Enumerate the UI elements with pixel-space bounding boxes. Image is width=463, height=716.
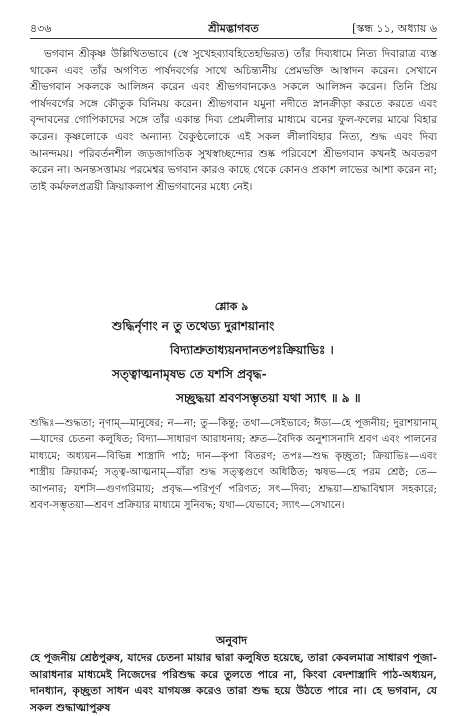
verse-line: বিদ্যাশ্রুতাধ্যয়নদানতপঃক্রিয়াভিঃ । (170, 343, 334, 357)
translation-title: অনুবাদ (215, 634, 248, 647)
book-title: শ্রীমদ্ভাগবত (208, 22, 259, 35)
page-header (30, 20, 437, 36)
header-rule (30, 38, 437, 39)
verse-line: সত্ত্বাত্মনামৃষভ তে যশসি প্রবৃদ্ধ- (112, 367, 267, 381)
chapter-reference: [স্কন্ধ ১১, অধ্যায় ৬ (352, 22, 437, 35)
verse-title: শ্লোক ৯ (214, 300, 249, 313)
synonyms-paragraph: শুদ্ধিঃ—শুদ্ধতা; নৃণাম্—মানুষের; ন—না; তু—কিন্তু; তথা—সেইভাবে; ঈড্য—হে পূজনীয়; দুরাশয়ানাম্—যাদের চেতনা কলুষিত; বিদ্যা—সাধারণ আরাধনায়; শ্রুত—বৈদিক অনুশাসনাদি শ্রবণ এবং পালনের মাধ্যমে; অধ্যয়ন—বিভিন্ন শাস্ত্রাদি পাঠ; দান—কৃপা বিতরণ; তপঃ—শুদ্ধ কৃচ্ছ্রতা; ক্রিয়াভিঃ—এবং শাস্ত্রীয় ক্রিয়াকর্ম; সত্ত্ব-আত্মনাম্—যাঁরা শুদ্ধ সত্ত্বগুণে অধিষ্ঠিত; ঋষভ—হে পরম শ্রেষ্ঠ; তে—আপনার; যশসি—গুণগরিমায়; প্রবৃদ্ধ—পরিপূর্ণ পরিণত; সৎ—দিব্য; শ্রদ্ধয়া—শ্রদ্ধাবিশ্বাস সহকারে; শ্রবণ-সম্ভৃতয়া—শ্রবণ প্রক্রিয়ার মাধ্যমে সুনিবদ্ধ; যথা—যেভাবে; স্যাৎ—সেখানে। (30, 418, 437, 512)
verse-line: শুদ্ধির্নৃণাং ন তু তথেড্য দুরাশয়ানাং (112, 319, 275, 333)
verse-line: সচ্ছ্রদ্ধয়া শ্রবণসম্ভৃতয়া যথা স্যাৎ ॥ ৯ ॥ (176, 391, 361, 405)
purport-paragraph: ভগবান শ্রীকৃষ্ণ উল্লিখিতভাবে (স্বে সুখেহব্যাবহিতেহভিরত) তাঁর দিব্যধামে নিত্য দিবারাত্র ব্যস্ত থাকেন এবং তাঁর অগণিত পার্ষদবর্গের সাথে অচিন্ত্যনীয় প্রেমভক্তি আস্বাদন করেন। সেখানে শ্রীভগবান সকলকে আলিঙ্গন করেন এবং শ্রীভগবানকেও সকলে আলিঙ্গন করেন। তিনি প্রিয় পার্ষদবর্গের সঙ্গে কৌতুক বিনিময় করেন। শ্রীভগবান যমুনা নদীতে স্নানক্রীড়া করতে করতে এবং বৃন্দাবনের গোপিকাদের সঙ্গে তাঁর একান্ত দিব্য প্রেমলীলার মাধ্যমে বনের ফুল-ফলের মাঝে বিহার করেন। কৃষ্ণলোকে এবং অন্যান্য বৈকুণ্ঠলোকে এই সকল লীলাবিহার নিত্য, শুদ্ধ এবং দিব্য আনন্দময়। পরিবর্তনশীল জড়জাগতিক সুখস্বাচ্ছন্দ্যের শুষ্ক পরিবেশে শ্রীভগবান কখনই অবতরণ করেন না। অনন্তসত্তাময় পরমেশ্বর ভগবান কারও কাছে থেকে কোনও প্রকাশ লাভের আশা করেন না; তাই কর্মফলপ্রত্রয়ী ক্রিয়াকলাপ শ্রীভগবানের মধ্যে নেই। (30, 48, 437, 193)
page-number: ৪৩৬ (30, 22, 52, 35)
translation-paragraph: হে পূজনীয় শ্রেষ্ঠপুরুষ, যাদের চেতনা মায়ার দ্বারা কলুষিত হয়েছে, তারা কেবলমাত্র সাধারণ পূজা-আরাধনার মাধ্যমেই নিজেদের পরিশুদ্ধ করে তুলতে পারে না, কিংবা বেদশাস্ত্রাদি পাঠ-অধ্যয়ন, দানধ্যান, কৃচ্ছ্রতা সাধন এবং যাগযজ্ঞ করেও তারা শুদ্ধ হয়ে উঠতে পারে না। হে ভগবান, যে সকল শুদ্ধাত্মাপুরুষ (30, 652, 437, 714)
